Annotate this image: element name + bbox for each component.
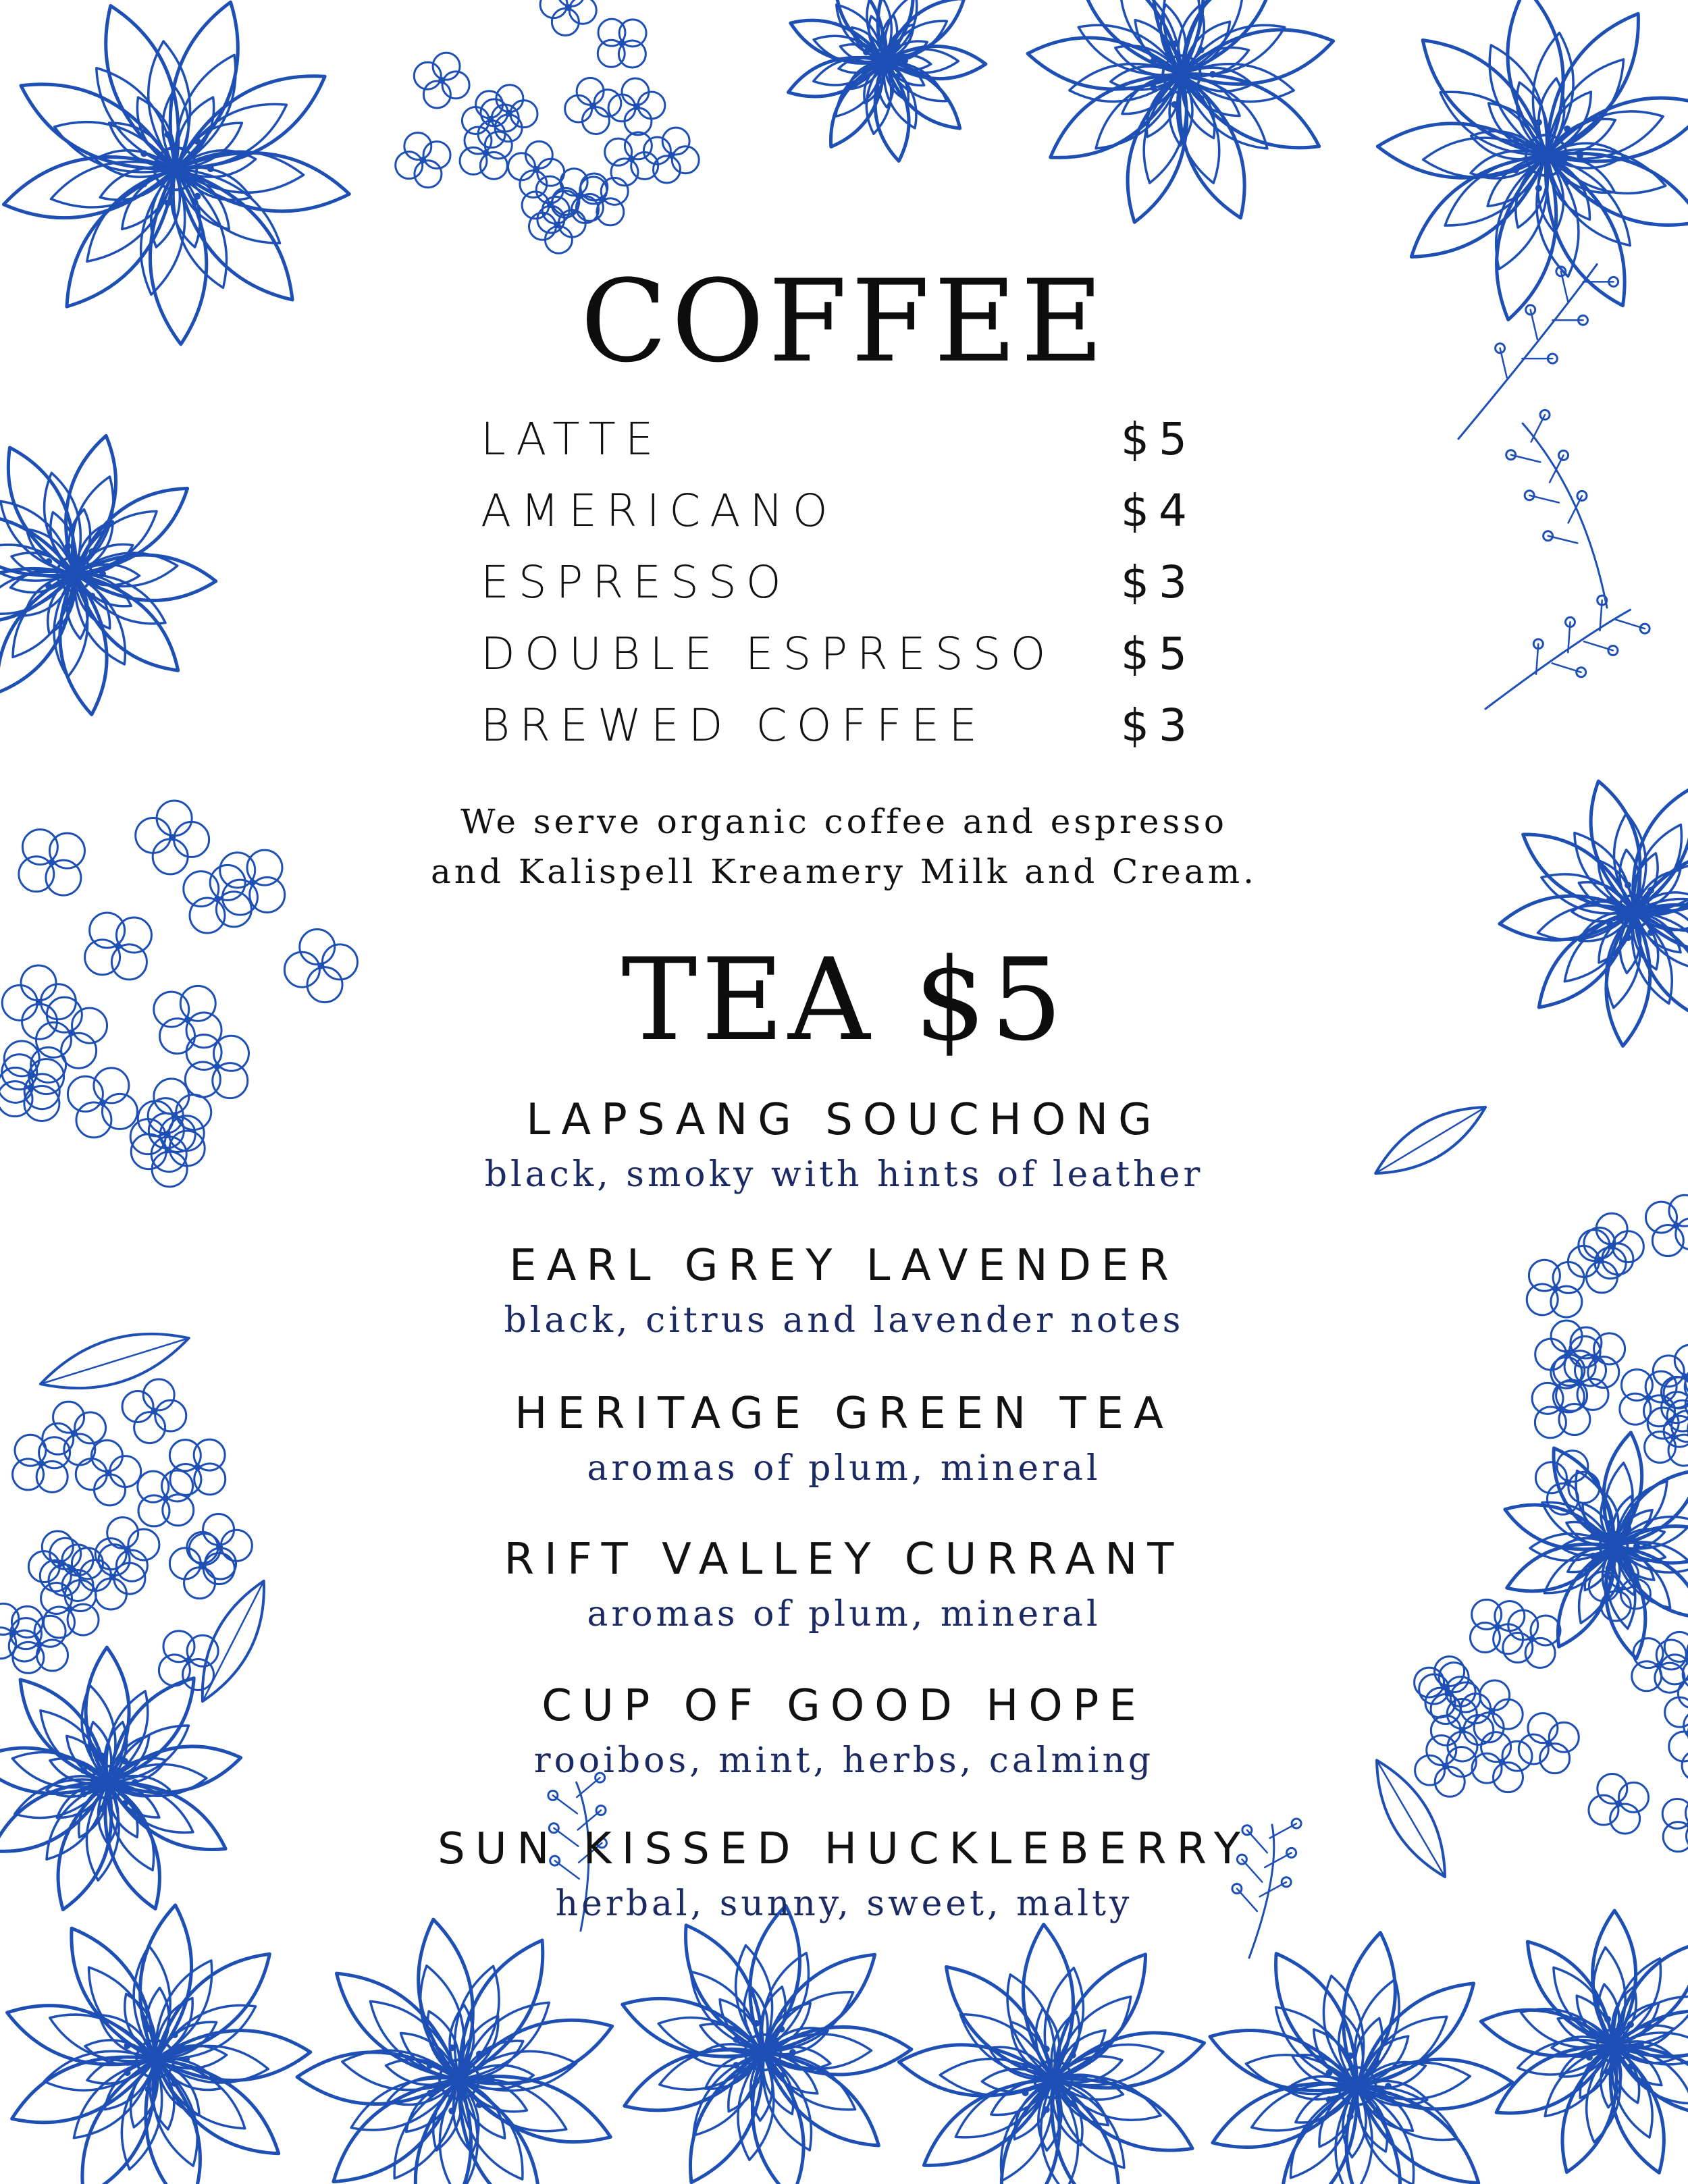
tea-section-title: TEA $5 [621, 934, 1067, 1066]
coffee-item-name: AMERICANO [481, 485, 837, 537]
coffee-item-price: $5 [1121, 413, 1196, 465]
coffee-item-name: ESPRESSO [481, 556, 791, 608]
coffee-note-line-2: and Kalispell Kreamery Milk and Cream. [430, 852, 1258, 891]
tea-item-name: EARL GREY LAVENDER [509, 1241, 1179, 1291]
tea-item-description: rooibos, mint, herbs, calming [533, 1740, 1155, 1781]
tea-item-name: HERITAGE GREEN TEA [515, 1389, 1173, 1439]
tea-item [0, 1824, 1688, 1924]
tea-item-name: SUN KISSED HUCKLEBERRY [438, 1824, 1250, 1874]
coffee-item [481, 413, 1196, 485]
coffee-item-name: DOUBLE ESPRESSO [481, 628, 1055, 680]
tea-item-description: black, citrus and lavender notes [504, 1300, 1184, 1341]
tea-item-description: herbal, sunny, sweet, malty [555, 1884, 1133, 1924]
coffee-item [481, 556, 1196, 628]
tea-item-description: black, smoky with hints of leather [484, 1154, 1204, 1195]
coffee-item [481, 485, 1196, 556]
tea-item [0, 1241, 1688, 1341]
coffee-item-price: $5 [1121, 628, 1196, 680]
tea-item-name: RIFT VALLEY CURRANT [504, 1535, 1184, 1584]
tea-item [0, 1535, 1688, 1634]
coffee-item [481, 699, 1196, 771]
coffee-item-name: LATTE [481, 413, 663, 465]
coffee-note-line-1: We serve organic coffee and espresso [460, 802, 1228, 841]
tea-item-name: CUP OF GOOD HOPE [542, 1681, 1146, 1731]
tea-item-description: aromas of plum, mineral [587, 1594, 1101, 1634]
coffee-item [481, 628, 1196, 699]
coffee-item-name: BREWED COFFEE [481, 699, 986, 751]
coffee-section-title: COFFEE [580, 255, 1108, 388]
tea-item-name: LAPSANG SOUCHONG [526, 1095, 1162, 1145]
coffee-item-price: $4 [1121, 485, 1196, 537]
coffee-item-price: $3 [1121, 556, 1196, 608]
coffee-item-price: $3 [1121, 699, 1196, 751]
coffee-list [481, 413, 1196, 771]
tea-item-description: aromas of plum, mineral [587, 1448, 1101, 1489]
tea-item [0, 1681, 1688, 1781]
tea-item [0, 1095, 1688, 1195]
tea-item [0, 1389, 1688, 1489]
